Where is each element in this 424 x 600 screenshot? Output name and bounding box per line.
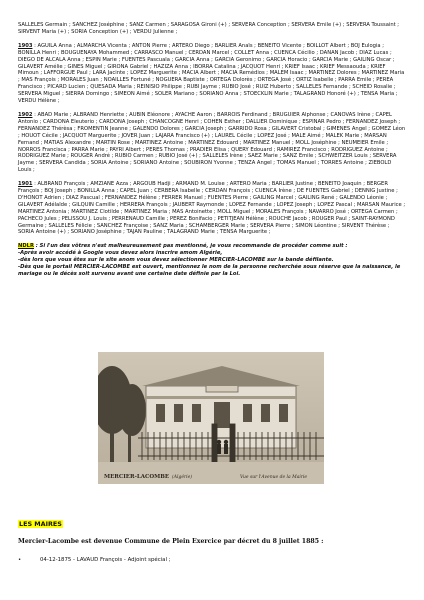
year-block-1902 [18, 112, 406, 174]
maire-entry-text: 04-12-1875 - LAVAUD François - Adjoint spécial ; [40, 557, 171, 563]
photo-caption-right: Vue sur l'Avenue de la Mairie [240, 475, 308, 480]
maire-list-item [18, 557, 406, 563]
year-block-1901 [18, 181, 406, 236]
photo-caption-mid: (Algérie) [172, 475, 192, 480]
year-heading-1902: 1902 [18, 111, 33, 118]
note-line-1: NDLR : Si l'un des vôtres n'est malheureusement pas mentionné, je vous recommande de procéder comme suit : [18, 243, 348, 250]
names-1903: : AGUILA Anna ; ALMARCHA Vicenta ; ANTON Pierre ; ARTERO Diego ; BARLIER Anaïs ; BENEITO Vicente ; BOILLOT Albert ; BOJ Eulogia ; BONILLA Henri ; BOUGUENAYA Mohammed ; CARRASCO Manuel ; CERDAN Marcel ; COLLET Anna ; CUENCA Cécilio ; DANAN Jacob ; DIAZ Lucas ; DIEGO DE ALCALA Anna ; ESPIN Marie ; FUENTES Pascuala ; GARCIA Anna ; GARCIA Geronimo ; GARCIA Horacio ; GARCIA Marie ; GAILING Oscar ; GILAVERT Amélie ; GINES Miguel ; GIRONA Gabriel ; HAZIZA Anna ; IBORRA Catalina ; JACQUOT Henri ; KRIEF Isaac ; KRIEF Messaouda ; KRIEF Mimoun ; LAFFORGUE Paul ; LARA Jacinte ; LOPEZ Marguerite ; MACIA Albert ; MACIA Remédios ; MALEM Isaac ; MARTINEZ Dolores ; MARTINEZ Maria ; MAS François ; MORALES Juan ; NOAILLES Fortuné ; NOGUERA Baptiste ; ORTEGA Dolorès ; ORTEGA José ; ORTIZ Isabelle ; PARRA Emile ; PEREA Francisco ; PICARD Lucien ; QUESADA Maria ; REINISIO Philippe ; RUBI Jayme ; RUBIO José ; RUIZ Huberto ; SALLELES Fernande ; SCHEID Rosalie ; SERVERA Miguel ; SIERRA Domingo ; SIMEON Aimé ; SOLER Mariano ; SORIANO Anna ; STOECKLIN Marie ; TALAGRAND Honoré (+) ; TENSA Maria ; VERDU Hélène ; [18, 42, 405, 105]
note-line-4: -Dès que le portail MERCIER-LACOMBE est ouvert, mentionnez le nom de la personne recherchée sous réserve que la naissance, le mariage ou le décès soit survenu avant une certaine date définie par la Loi. [18, 264, 401, 277]
year-heading-1903: 1903 [18, 42, 33, 49]
editor-note [18, 243, 406, 278]
decret-sentence: Mercier-Lacombe est devenue Commune de Plein Exercice par décret du 8 juillet 1885 : [18, 538, 324, 545]
year-block-1903 [18, 43, 406, 105]
bullet-icon: • [18, 557, 22, 563]
postcard-photo [98, 352, 324, 484]
section-title-maires: LES MAIRES [19, 520, 62, 528]
names-1902: : ABAD Marie ; ALBRAND Henriette ; AUBIN Eléonore ; AYACHE Aaron ; BARROIS Ferdinand ; BRUGUIER Alphonse ; CANOVAS Irène ; CAPEL Antonio ; CARDONA Eleuterio ; CARDONA Joseph ; CHANCOGNE Henri ; COHEN Esther ; DALLIER Dominique ; ESPINAR Pedro ; FERNANDEZ Joseph ; FERNANDEZ Thérèsa ; FROMENTIN Jeanne ; GALENDO Dolores ; GARCIA Joseph ; GARRIDO Rosa ; GILAVERT Cristobal ; GIMENES Angel ; GOMEZ Léon ; HOUOT Cécile ; JACQUOT Marguerite ; JOVER Juan ; LAJARA Francisco (+) ; LAUREL Cécile ; LOPEZ José ; MALE Aimé ; MALEK Marie ; MARSAN Fernand ; MATIAS Alexandre ; MARTIN Rose ; MARTINEZ Antoine ; MARTINEZ Edouard ; MARTINEZ Manuel ; MOLL Joséphine ; NEUMEIER Emile ; NORROS Francisca ; PARRA Marie ; PAYRI Albert ; PERES Thomas ; PRADIER Elisa ; QUERY Edouard ; RAMIREZ Francisco ; RODRIGUEZ Antoine ; RODRIGUEZ Marie ; ROUGER André ; RUBIO Carmen ; RUBIO José (+) ; SALLELES Irène ; SAEZ Marie ; SANZ Emile ; SCHWEITZER Louis ; SERVERA Jayme ; SERVERA Candida ; SORIA Antoine ; SORIANO Antoine ; SOUBIRON Yvonne ; TENZA Angel ; TOMAS Manuel ; TORRES Antoine ; ZIEBOLD Louis ; [18, 111, 406, 174]
note-line-2: -Après avoir accédé à Google vous devez alors inscrire amom Algérie, [18, 250, 223, 257]
year-heading-1901: 1901 [18, 181, 33, 188]
note-line-3: -dès lors que vous êtes sur le site anom vous devez sélectionner MERCIER-LACOMBE sur la bande défilante. [18, 257, 334, 264]
document-page [18, 22, 406, 285]
names-1901: : ALBRAND François ; AMZIANE Azza ; ARGOUB Hadji ; ARMAND M. Louise ; ARTERO Maria ; BARLIER Justine ; BENEITO Joaquin ; BERGER François ; BOJ Joseph ; BONILLA Anna ; CAPEL Juan ; CERBERA Isabelle ; CERDAN François ; CUENCA Irène ; DE FUENTES Gabriel ; DENNIG Justine ; D'HONOT Adrien ; DIAZ Pascual ; FERNANDEZ Hélène ; FERRER Manuel ; FUENTES Pierre ; GAILING Marcel ; GAILING René ; GALENDO Léonie ; GILAVERT Adélaïde ; GILQUIN Camille ; HERRERA François ; JAUBERT Raymonde ; LOPEZ Fernande ; LOPEZ Joseph ; LOPEZ Pascal ; MARSAN Maurice ; MARTINEZ Antonia ; MARTINEZ Clotilde ; MARTINEZ Maria ; MAS Antoinette ; MOLL Miguel ; MORALES François ; NAVARRO José ; ORTEGA Carmen ; PACHECO Jules ; PELISSOU J. Louis ; PERRENAUD Camille ; PEREZ Bonifacio ; PETITJEAN Hélène ; ROUCHE Jacob ; ROUGER Paul ; SAINT-RAYMOND Germaine ; SALLELES Félicie ; SANCHEZ Françoise ; SANZ Maria ; SCHAMBERGER Marie ; SERVERA Pierre ; SIMON Léontine ; SIRVENT Thérèse ; SORIA Antoine (+) ; SORIANO Joséphine ; TAJAN Pauline ; TALAGRAND Marie ; TENSA Marguerite ; [18, 181, 406, 236]
ndlr-tag: NDLR [18, 243, 34, 250]
list-top-continuation: SALLELES Germain ; SANCHEZ Joséphine ; SANZ Carmen ; SARAGOSA Gironi (+) ; SERVERA Conception ; SERVERA Emile (+) ; SERVERA Toussaint ; SIRVENT Maria (+) ; SORIA Conception (+) ; VERDU Julienne ; [18, 22, 400, 35]
photo-caption-left: MERCIER-LACOMBE [104, 474, 170, 480]
